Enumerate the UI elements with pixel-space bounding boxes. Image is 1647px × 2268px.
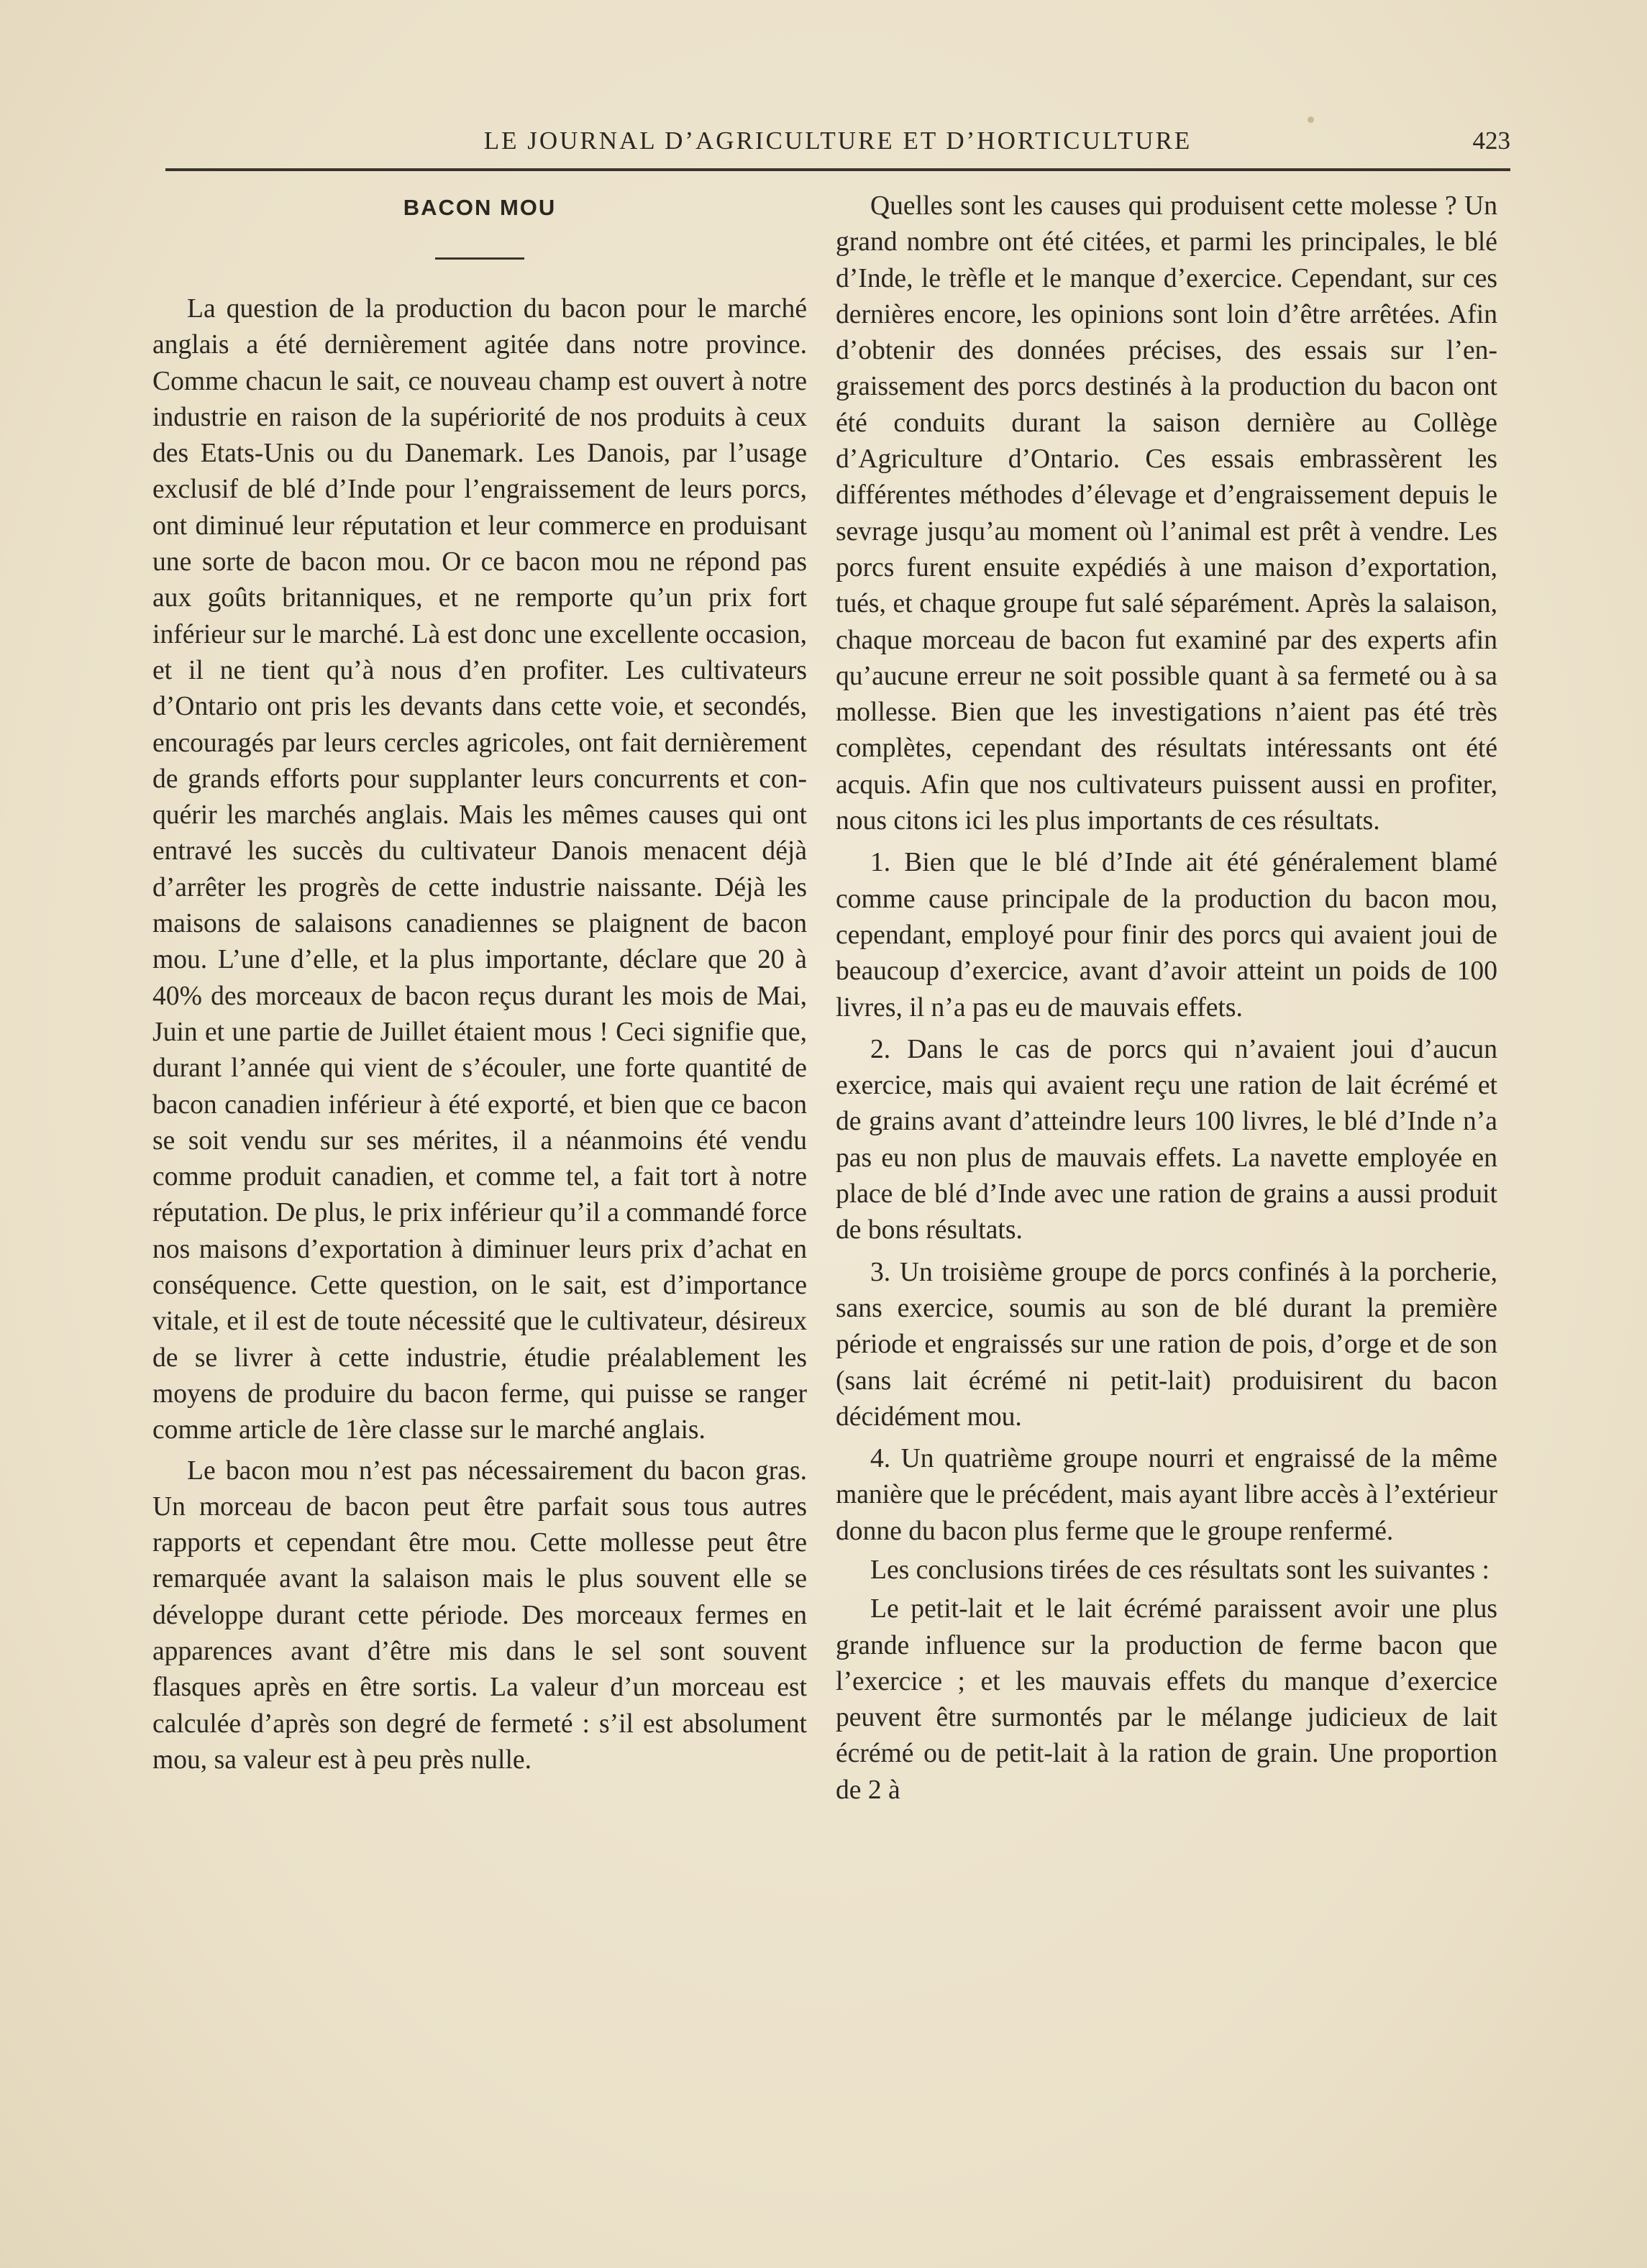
paragraph: Le petit-lait et le lait écrémé paraissent avoir une plus grande influence sur la production de ferme bacon que l’exercice ; et les mauvais effets du manque d’exercice peuvent être surmontés par le mélange judicieux de lait écrémé ou de petit-lait à la ration de grain. Une proportion de 2 à (836, 1594, 1497, 1805)
left-column (152, 188, 807, 1778)
page-header (165, 122, 1510, 165)
numbered-result-2: 2. Dans le cas de porcs qui n’avaient joui d’aucun exercice, mais qui avaient reçu une ration de lait écrémé et de grains avant d’atteindre leurs 100 livres, le blé d’Inde n’a pas eu non plus de mauvais effets. La navette employée en place de blé d’Inde avec une ration de grains a aussi produit de bons résultats. (836, 1034, 1497, 1245)
header-rule (165, 168, 1510, 171)
running-head: LE JOURNAL D’AGRICULTURE ET D’HORTICULTURE (483, 127, 1192, 155)
article-title: BACON MOU (403, 195, 557, 220)
paragraph: La question de la production du bacon pour le marché anglais a été dernièrement agitée dans notre province. Comme chacun le sait, ce nouveau champ est ouvert à notre industrie en raison de la supériorité de nos produits à ceux des Etats-Unis ou du Danemark. Les Danois, par l’usage exclusif de blé d’Inde pour l’engraissement de leurs porcs, ont diminué leur réputation et leur commerce en produisant une sorte de bacon mou. Or ce bacon mou ne répond pas aux goûts britanniques, et ne remporte qu’un prix fort inférieur sur le marché. Là est donc une excellente occasion, et il ne tient qu’à nous d’en profiter. Les cultivateurs d’Ontario ont pris les devants dans cette voie, et secondés, encouragés par leurs cercles agricoles, ont fait dernièrement de grands efforts pour supplanter leurs concurrents et conquérir les marchés anglais. Mais les mêmes causes qui ont entravé les succès du cultivateur Danois menacent déjà d’arrêter les progrès de cette industrie naissante. Déjà les maisons de salaisons canadiennes se plaignent de bacon mou. L’une d’elle, et la plus importante, déclare que 20 à 40% des morceaux de bacon reçus durant les mois de Mai, Juin et une partie de Juillet étaient mous ! Ceci signifie que, durant l’année qui vient de s’écouler, une forte quantité de bacon canadien inférieur à été exporté, et bien que ce bacon se soit vendu sur ses mérites, il a néanmoins été vendu comme produit canadien, et comme tel, a fait tort à notre réputation. De plus, le prix inférieur qu’il a commandé force nos maisons d’exportation à diminuer leurs prix d’achat en conséquence. Cette question, on le sait, est d’importance vitale, et il est de toute nécessité que le cultivateur, désireux de se livrer à cette industrie, étudie préalablement les moyens de produire du bacon ferme, qui puisse se ranger comme article de 1ère classe sur le marché anglais. (152, 294, 807, 1445)
paragraph: Quelles sont les causes qui produisent cette molesse ? Un grand nombre ont été citées, et parmi les principales, le blé d’Inde, le trèfle et le manque d’exercice. Cependant, sur ces dernières encore, les opinions sont loin d’être arrêtées. Afin d’obtenir des données précises, des essais sur l’engraissement des porcs destinés à la production du bacon ont été conduits durant la saison dernière au Collège d’Agriculture d’Ontario. Ces essais embrassèrent les différentes méthodes d’élevage et d’engraissement depuis le sevrage jusqu’au moment où l’animal est prêt à vendre. Les porcs furent ensuite expédiés à une maison d’exportation, tués, et chaque groupe fut salé séparément. Après la salaison, chaque morceau de bacon fut examiné par des experts afin qu’aucune erreur ne soit possible quant à sa fermeté ou à sa mollesse. Bien que les investigations n’aient pas été très complètes, cependant des résultats intéressants ont été acquis. Afin que nos cultivateurs puissent aussi en profiter, nous citons ici les plus importants de ces résultats. (836, 191, 1497, 836)
numbered-result-1: 1. Bien que le blé d’Inde ait été généralement blamé comme cause principale de la production du bacon mou, cependant, employé pour finir des porcs qui avaient joui de beaucoup d’exercice, avant d’avoir atteint un poids de 100 livres, il n’a pas eu de mauvais effets. (836, 848, 1497, 1023)
title-divider (435, 257, 524, 260)
paragraph: Les conclusions tirées de ces résultats sont les suivantes : (870, 1555, 1489, 1585)
paragraph: Le bacon mou n’est pas nécessairement du bacon gras. Un morceau de bacon peut être parfait sous tous autres rapports et cependant être mou. Cette mollesse peut être remarquée avant la salaison mais le plus souvent elle se développe durant cette période. Des morceaux fermes en apparences avant d’être mis dans le sel sont souvent flasques après en être sortis. La valeur d’un morceau est calculée d’après son degré de fermeté : s’il est absolument mou, sa valeur est à peu près nulle. (152, 1455, 807, 1775)
numbered-result-3: 3. Un troisième groupe de porcs confinés à la porcherie, sans exercice, soumis au son de blé durant la première période et engraissés sur une ration de pois, d’orge et de son (sans lait écrémé ni petit-lait) produisirent du bacon décidément mou. (836, 1257, 1497, 1432)
page-number: 423 (1472, 127, 1510, 155)
right-column (836, 188, 1497, 1809)
numbered-result-4: 4. Un quatrième groupe nourri et engraissé de la même manière que le précédent, mais ayant libre accès à l’extérieur donne du bacon plus ferme que le groupe renfermé. (836, 1444, 1497, 1546)
